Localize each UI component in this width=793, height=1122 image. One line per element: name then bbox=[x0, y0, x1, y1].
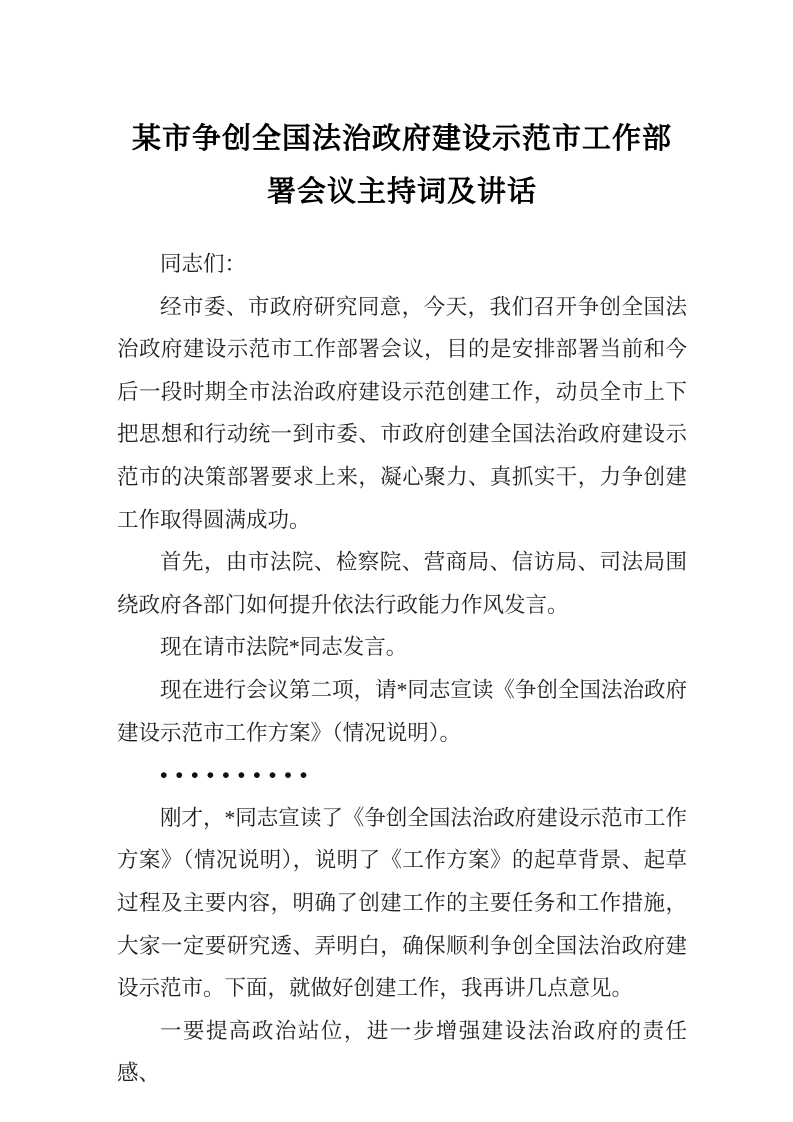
paragraph-agenda-item-two: 现在进行会议第二项，请*同志宣读《争创全国法治政府建设示范市工作方案》（情况说明）。 bbox=[117, 677, 687, 745]
dots-separator: •••••••••• bbox=[160, 763, 316, 788]
paragraph-court-speech: 现在请市法院*同志发言。 bbox=[160, 635, 408, 660]
document-body bbox=[117, 243, 687, 1095]
paragraph-point-one: 一要提高政治站位，进一步增强建设法治政府的责任感、 bbox=[117, 1018, 687, 1086]
paragraph-speaker-list: 首先，由市法院、检察院、营商局、信访局、司法局围绕政府各部门如何提升依法行政能力作风发言。 bbox=[117, 550, 687, 617]
paragraph-remarks: 刚才，*同志宣读了《争创全国法治政府建设示范市工作方案》（情况说明），说明了《工作方案》的起草背景、起草过程及主要内容，明确了创建工作的主要任务和工作措施，大家一定要研究透、弄明白，确保顺利争创全国法治政府建设示范市。下面，就做好创建工作，我再讲几点意见。 bbox=[117, 805, 687, 1001]
paragraph-salutation: 同志们： bbox=[160, 252, 247, 276]
document-title: 某市争创全国法治政府建设示范市工作部署会议主持词及讲话 bbox=[131, 123, 672, 208]
paragraph-opening: 经市委、市政府研究同意，今天，我们召开争创全国法治政府建设示范市工作部署会议，目的是安排部署当前和今后一段时期全市法治政府建设示范创建工作，动员全市上下把思想和行动统一到市委、市政府创建全国法治政府建设示范市的决策部署要求上来，凝心聚力、真抓实干，力争创建工作取得圆满成功。 bbox=[117, 294, 687, 532]
